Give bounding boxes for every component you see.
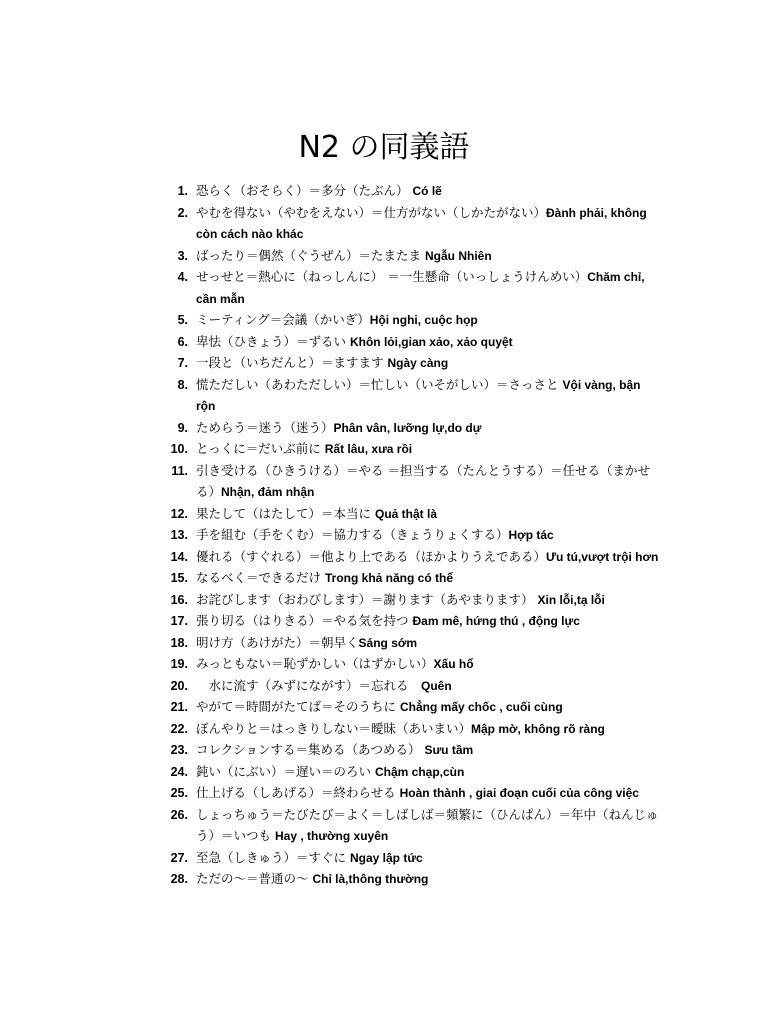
- vietnamese-meaning: Đam mê, hứng thú , động lực: [412, 614, 580, 628]
- item-number: 4.: [177, 270, 188, 284]
- list-item: [160, 783, 660, 805]
- vietnamese-meaning: Chăm chỉ, cần mẫn: [196, 270, 645, 306]
- japanese-synonyms: 手を組む（手をくむ）＝協力する（きょうりょくする）: [196, 527, 509, 542]
- list-item: [160, 805, 660, 848]
- japanese-synonyms: 果たして（はたして）＝本当に: [196, 505, 375, 521]
- list-item: [160, 740, 660, 762]
- japanese-synonyms: せっせと＝熱心に（ねっしんに） ＝一生懸命（いっしょうけんめい）: [196, 269, 588, 284]
- japanese-synonyms: しょっちゅう＝たびたび＝よく＝しばしば＝頻繁に（ひんぱん）＝年中（ねんじゅう）＝いつも: [196, 806, 659, 843]
- list-item: [160, 418, 660, 440]
- item-number: 9.: [177, 420, 188, 435]
- page-title: N2 の同義語: [298, 130, 470, 165]
- japanese-synonyms: お詫びします（おわびします）＝謝ります（あやまります）: [196, 591, 538, 607]
- item-number: 10.: [170, 442, 188, 456]
- item-number: 24.: [170, 764, 188, 779]
- list-item: [160, 461, 660, 504]
- list-item: [160, 525, 660, 547]
- item-number: 2.: [177, 205, 188, 220]
- item-number: 23.: [170, 743, 188, 757]
- japanese-synonyms: 一段と（いちだんと）＝ますます: [196, 355, 388, 370]
- vietnamese-meaning: Hay , thường xuyên: [274, 829, 389, 843]
- japanese-synonyms: やがて＝時間がたてば＝そのうちに: [196, 699, 400, 714]
- item-number: 22.: [170, 721, 188, 736]
- item-number: 25.: [170, 786, 188, 800]
- list-item: [160, 697, 660, 719]
- vietnamese-meaning: Sưu tầm: [424, 743, 474, 757]
- item-number: 26.: [170, 807, 188, 822]
- item-number: 21.: [170, 700, 188, 714]
- item-number: 15.: [170, 571, 188, 585]
- japanese-synonyms: ためらう＝迷う（迷う）: [196, 419, 334, 435]
- vietnamese-meaning: Sáng sớm: [358, 635, 418, 650]
- vietnamese-meaning: Trong khả năng có thể: [324, 571, 453, 585]
- vietnamese-meaning: Xin lỗi,tạ lỗi: [537, 592, 605, 607]
- japanese-synonyms: 慌ただしい（あわただしい）＝忙しい（いそがしい）＝さっさと: [196, 376, 563, 392]
- japanese-synonyms: 優れる（すぐれる）＝他より上である（ほかよりうえである）: [196, 548, 547, 564]
- list-item: [160, 439, 660, 461]
- japanese-synonyms: なるべく＝できるだけ: [196, 570, 325, 585]
- list-item: [160, 246, 660, 268]
- list-item: [160, 568, 660, 590]
- vietnamese-meaning: Hợp tác: [508, 528, 554, 542]
- vietnamese-meaning: Quả thật là: [374, 506, 437, 521]
- japanese-synonyms: 至急（しきゅう）＝すぐに: [196, 849, 350, 865]
- list-item: [160, 375, 660, 418]
- item-number: 20.: [170, 678, 188, 693]
- list-item: [160, 203, 660, 246]
- vietnamese-meaning: Xấu hổ: [433, 657, 474, 671]
- japanese-synonyms: 水に流す（みずにながす）＝忘れる: [196, 677, 422, 693]
- japanese-synonyms: やむを得ない（やむをえない）＝仕方がない（しかたがない）: [196, 204, 547, 220]
- list-item: [160, 611, 660, 633]
- japanese-synonyms: 恐らく（おそらく）＝多分（たぶん）: [196, 183, 413, 198]
- list-item: [160, 547, 660, 569]
- vietnamese-meaning: Có lẽ: [412, 184, 442, 198]
- list-item: [160, 267, 660, 310]
- vietnamese-meaning: Ngẫu Nhiên: [424, 248, 492, 263]
- vietnamese-meaning: Đành phải, không còn cách nào khác: [196, 205, 647, 241]
- japanese-synonyms: とっくに＝だいぶ前に: [196, 441, 325, 456]
- item-number: 8.: [177, 377, 188, 392]
- japanese-synonyms: 明け方（あけがた）＝朝早く: [196, 634, 359, 650]
- japanese-synonyms: 張り切る（はりきる）＝やる気を持つ: [196, 613, 413, 628]
- japanese-synonyms: みっともない＝恥ずかしい（はずかしい）: [196, 656, 434, 671]
- synonym-list: [160, 181, 660, 891]
- list-item: [160, 310, 660, 332]
- item-number: 12.: [170, 506, 188, 521]
- vietnamese-meaning: Ngay lập tức: [349, 850, 423, 865]
- item-number: 18.: [170, 635, 188, 650]
- list-item: [160, 848, 660, 870]
- vietnamese-meaning: Vội vàng, bận rộn: [196, 377, 641, 413]
- item-number: 14.: [170, 549, 188, 564]
- list-item: [160, 654, 660, 676]
- vietnamese-meaning: Phân vân, lưỡng lự,do dự: [333, 420, 482, 435]
- vietnamese-meaning: Khôn lỏi,gian xảo, xảo quyệt: [349, 334, 513, 349]
- vietnamese-meaning: Ngày càng: [387, 356, 449, 370]
- item-number: 6.: [177, 334, 188, 349]
- japanese-synonyms: 仕上げる（しあげる）＝終わらせる: [196, 785, 400, 800]
- item-number: 16.: [170, 592, 188, 607]
- list-item: [160, 181, 660, 203]
- list-item: [160, 676, 660, 698]
- item-number: 27.: [170, 850, 188, 865]
- japanese-synonyms: 卑怯（ひきょう）＝ずるい: [196, 333, 350, 349]
- vietnamese-meaning: Chậm chạp,cùn: [374, 764, 465, 779]
- vietnamese-meaning: Hoàn thành , giai đoạn cuối của công việc: [399, 786, 639, 800]
- list-item: [160, 332, 660, 354]
- item-number: 1.: [177, 184, 188, 198]
- japanese-synonyms: ただの〜＝普通の〜: [196, 871, 313, 886]
- item-number: 13.: [170, 528, 188, 542]
- list-item: [160, 719, 660, 741]
- japanese-synonyms: ミーティング＝会議（かいぎ）: [196, 312, 370, 327]
- list-item: [160, 504, 660, 526]
- vietnamese-meaning: Quên: [421, 678, 452, 693]
- vietnamese-meaning: Hội nghi, cuộc họp: [369, 313, 478, 327]
- japanese-synonyms: ばったり＝偶然（ぐうぜん）＝たまたま: [196, 247, 425, 263]
- item-number: 7.: [177, 356, 188, 370]
- japanese-synonyms: 引き受ける（ひきうける）＝やる ＝担当する（たんとうする）＝任せる（まかせる）: [196, 462, 650, 499]
- list-item: [160, 762, 660, 784]
- vietnamese-meaning: Chỉ là,thông thường: [312, 872, 429, 886]
- item-number: 5.: [177, 313, 188, 327]
- vietnamese-meaning: Mập mờ, không rõ ràng: [471, 721, 605, 736]
- list-item: [160, 869, 660, 891]
- japanese-synonyms: ぼんやりと＝はっきりしない＝曖昧（あいまい）: [196, 720, 472, 736]
- item-number: 11.: [171, 463, 188, 478]
- japanese-synonyms: 鈍い（にぶい）＝遅い＝のろい: [196, 763, 375, 779]
- list-item: [160, 353, 660, 375]
- vietnamese-meaning: Ưu tú,vượt trội hơn: [546, 549, 659, 564]
- item-number: 19.: [170, 657, 188, 671]
- list-item: [160, 633, 660, 655]
- vietnamese-meaning: Nhận, đảm nhận: [221, 485, 315, 499]
- vietnamese-meaning: Chẳng mấy chốc , cuối cùng: [399, 700, 563, 714]
- item-number: 3.: [177, 248, 188, 263]
- japanese-synonyms: コレクションする＝集める（あつめる）: [196, 742, 425, 757]
- item-number: 28.: [170, 872, 188, 886]
- item-number: 17.: [170, 614, 188, 628]
- vietnamese-meaning: Rất lâu, xưa rồi: [324, 442, 413, 456]
- list-item: [160, 590, 660, 612]
